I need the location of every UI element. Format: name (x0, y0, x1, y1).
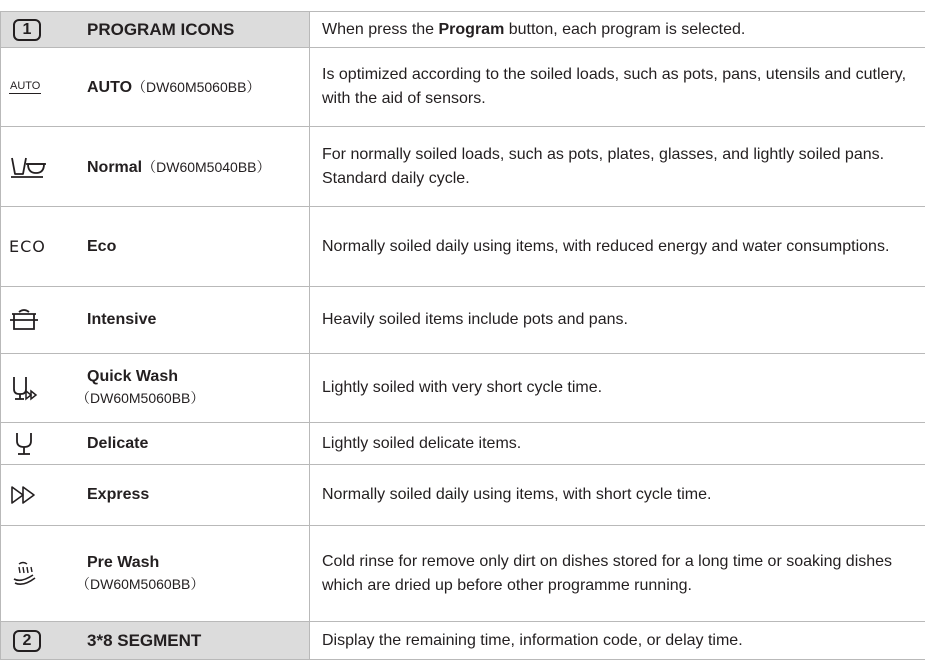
program-cell (0, 48, 310, 126)
wine-glass-icon (9, 429, 59, 459)
model-number: （DW60M5060BB） (132, 79, 261, 95)
section-title: PROGRAM ICONS (87, 19, 235, 39)
number-badge: 1 (13, 19, 41, 41)
model-number: （DW60M5060BB） (76, 390, 205, 406)
eco-icon-text: ECO (9, 237, 46, 256)
auto-icon (9, 72, 59, 102)
auto-icon-text: AUTO (10, 80, 41, 92)
program-name: Quick Wash (87, 368, 178, 385)
program-name: Express (87, 486, 150, 503)
table-row-intensive (0, 287, 925, 354)
program-description: For normally soiled loads, such as pots, plates, glasses, and lightly soiled pans. Standard daily cycle. (322, 145, 885, 187)
spray-dish-icon (9, 559, 59, 589)
program-description: Lightly soiled delicate items. (322, 434, 522, 452)
table-row-auto (0, 48, 925, 127)
program-description: Cold rinse for remove only dirt on dishes stored for a long time or soaking dishes which are dried up before other programme running. (322, 552, 893, 594)
table-row-quick-wash (0, 354, 925, 423)
program-label (76, 368, 205, 408)
program-description: Is optimized according to the soiled loads, such as pots, pans, utensils and cutlery, with the aid of sensors. (322, 66, 907, 107)
program-name: Pre Wash (87, 553, 160, 571)
program-name: Delicate (87, 434, 149, 452)
program-cell (0, 354, 310, 422)
program-cell (0, 287, 310, 353)
program-name: Eco (87, 237, 117, 255)
program-label (87, 486, 149, 504)
program-label (87, 238, 116, 256)
program-label (76, 553, 205, 594)
header-cell-left (0, 12, 310, 47)
pot-icon (9, 305, 59, 335)
table-row-pre-wash (0, 526, 925, 622)
program-label (87, 77, 260, 97)
program-name: Normal (87, 158, 143, 176)
model-number: （DW60M5060BB） (76, 575, 205, 592)
program-cell (0, 207, 310, 286)
program-button-ref: Program (438, 20, 505, 38)
desc-text-pre: When press the (322, 20, 439, 38)
desc-text-post: button, each program is selected. (504, 20, 746, 38)
program-description: Normally soiled daily using items, with short cycle time. (322, 486, 712, 503)
program-description: Heavily soiled items include pots and pans. (322, 311, 628, 328)
program-name: AUTO (87, 79, 133, 96)
eco-icon (9, 232, 59, 262)
program-label (87, 157, 271, 177)
program-cell (0, 127, 310, 206)
number-badge: 2 (13, 630, 41, 652)
header-cell-left (0, 622, 310, 659)
table-header-row-segment (0, 622, 925, 660)
program-cell (0, 465, 310, 525)
normal-cup-plate-icon (9, 152, 59, 182)
program-label (87, 435, 148, 453)
double-arrow-icon (9, 480, 59, 510)
program-description: Lightly soiled with very short cycle time. (322, 379, 603, 396)
program-description: Normally soiled daily using items, with reduced energy and water consumptions. (322, 237, 890, 255)
header-description (310, 12, 925, 47)
table-row-express (0, 465, 925, 526)
model-number: （DW60M5040BB） (142, 158, 271, 175)
section-title: 3*8 SEGMENT (87, 630, 202, 650)
header-description: Display the remaining time, information code, or delay time. (322, 631, 743, 649)
program-name: Intensive (87, 311, 157, 328)
program-cell (0, 423, 310, 464)
table-header-row-program-icons (0, 11, 925, 48)
program-label (87, 311, 156, 329)
table-row-delicate (0, 423, 925, 465)
table-row-normal (0, 127, 925, 207)
table-row-eco (0, 207, 925, 287)
program-cell (0, 526, 310, 621)
glass-fast-icon (9, 373, 59, 403)
